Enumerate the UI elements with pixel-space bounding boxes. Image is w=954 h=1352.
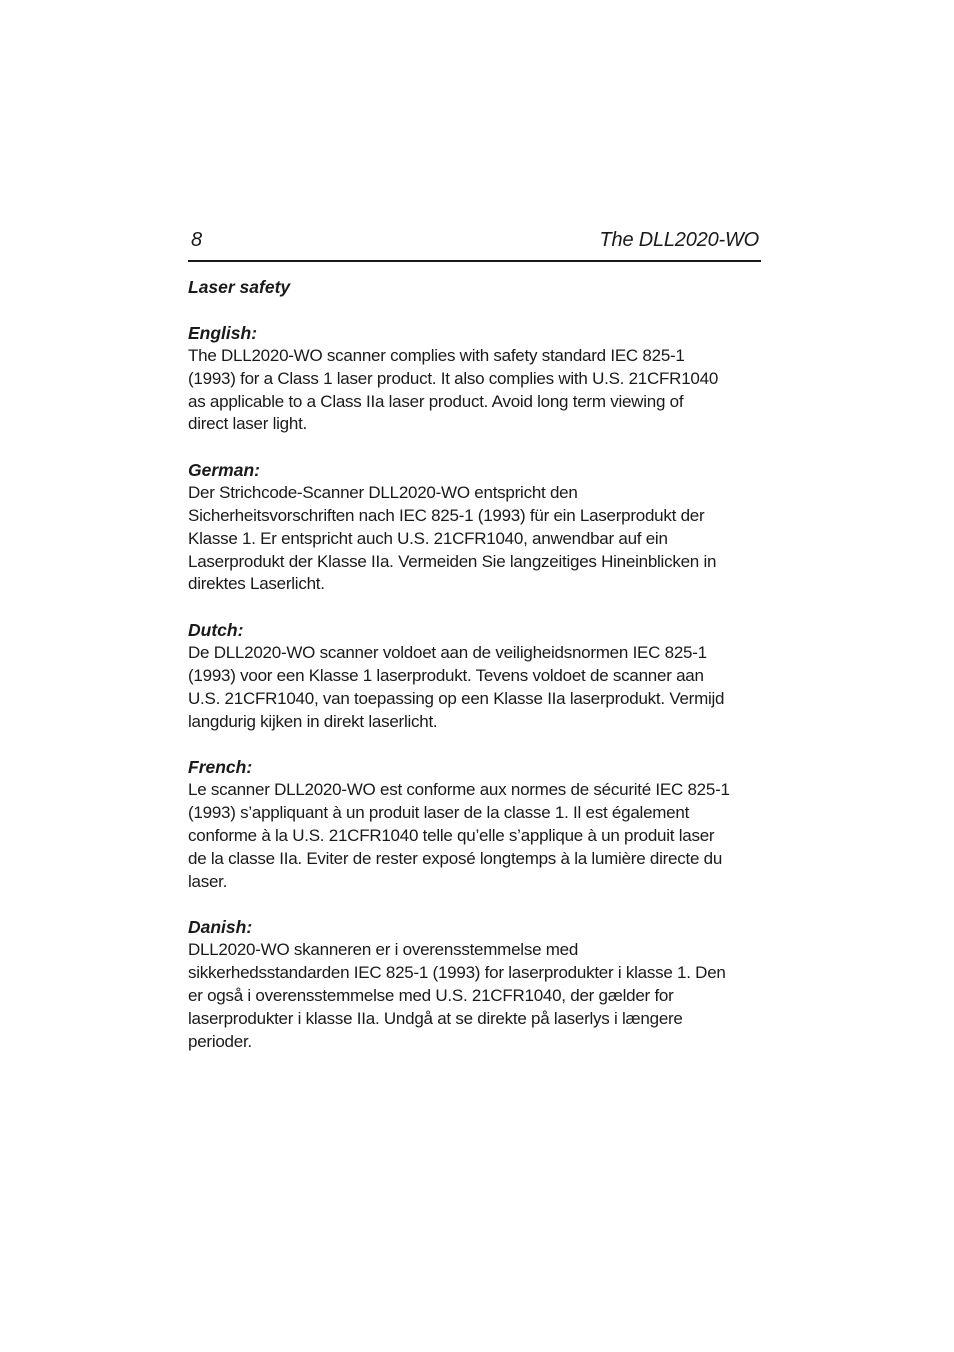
text-line: direct laser light. bbox=[188, 414, 308, 434]
language-sections bbox=[188, 322, 761, 1053]
text-line: direktes Laserlicht. bbox=[188, 574, 325, 594]
text-line: de la classe IIa. Eviter de rester exposé longtemps à la lumière directe du bbox=[188, 848, 723, 868]
document-page bbox=[188, 224, 761, 1053]
text-line: U.S. 21CFR1040, van toepassing op een Klasse IIa laserprodukt. Vermijd bbox=[188, 688, 725, 708]
text-line: De DLL2020-WO scanner voldoet aan de veiligheidsnormen IEC 825-1 bbox=[188, 643, 707, 663]
text-line: Der Strichcode-Scanner DLL2020-WO entspricht den bbox=[188, 483, 578, 503]
page-header bbox=[188, 224, 761, 262]
language-section bbox=[188, 916, 761, 1053]
language-paragraph bbox=[188, 642, 761, 733]
language-paragraph bbox=[188, 939, 761, 1053]
text-line: perioder. bbox=[188, 1031, 252, 1051]
text-line: Le scanner DLL2020-WO est conforme aux normes de sécurité IEC 825-1 bbox=[188, 780, 730, 800]
language-paragraph bbox=[188, 779, 761, 893]
language-heading: French: bbox=[188, 757, 253, 778]
text-line: laserprodukter i klasse IIa. Undgå at se direkte på laserlys i længere bbox=[188, 1008, 683, 1028]
page-number: 8 bbox=[191, 229, 203, 251]
language-section bbox=[188, 322, 761, 436]
running-title: The DLL2020-WO bbox=[599, 229, 759, 251]
language-heading: Danish: bbox=[188, 917, 253, 938]
text-line: Sicherheitsvorschriften nach IEC 825-1 (1993) für ein Laserprodukt der bbox=[188, 505, 705, 525]
language-section bbox=[188, 756, 761, 893]
language-section bbox=[188, 459, 761, 596]
language-heading: German: bbox=[188, 460, 260, 481]
language-heading: English: bbox=[188, 323, 258, 343]
text-line: (1993) for a Class 1 laser product. It also complies with U.S. 21CFR1040 bbox=[188, 368, 719, 388]
text-line: langdurig kijken in direkt laserlicht. bbox=[188, 711, 438, 731]
text-line: er også i overensstemmelse med U.S. 21CFR1040, der gælder for bbox=[188, 985, 674, 1005]
text-line: DLL2020-WO skanneren er i overensstemmelse med bbox=[188, 940, 579, 960]
text-line: laser. bbox=[188, 871, 228, 891]
language-section bbox=[188, 619, 761, 733]
text-line: conforme à la U.S. 21CFR1040 telle qu’elle s’applique à un produit laser bbox=[188, 825, 715, 845]
text-line: (1993) voor een Klasse 1 laserprodukt. Tevens voldoet de scanner aan bbox=[188, 665, 704, 685]
text-line: Klasse 1. Er entspricht auch U.S. 21CFR1040, anwendbar auf ein bbox=[188, 528, 668, 548]
text-line: sikkerhedsstandarden IEC 825-1 (1993) for laserprodukter i klasse 1. Den bbox=[188, 963, 726, 983]
text-line: (1993) s’appliquant à un produit laser de la classe 1. Il est également bbox=[188, 803, 690, 823]
section-title: Laser safety bbox=[188, 277, 291, 297]
text-line: as applicable to a Class IIa laser product. Avoid long term viewing of bbox=[188, 391, 684, 411]
text-line: Laserprodukt der Klasse IIa. Vermeiden Sie langzeitiges Hineinblicken in bbox=[188, 551, 717, 571]
text-line: The DLL2020-WO scanner complies with safety standard IEC 825-1 bbox=[188, 346, 685, 365]
language-paragraph bbox=[188, 482, 761, 596]
language-paragraph bbox=[188, 345, 761, 436]
language-heading: Dutch: bbox=[188, 620, 244, 641]
